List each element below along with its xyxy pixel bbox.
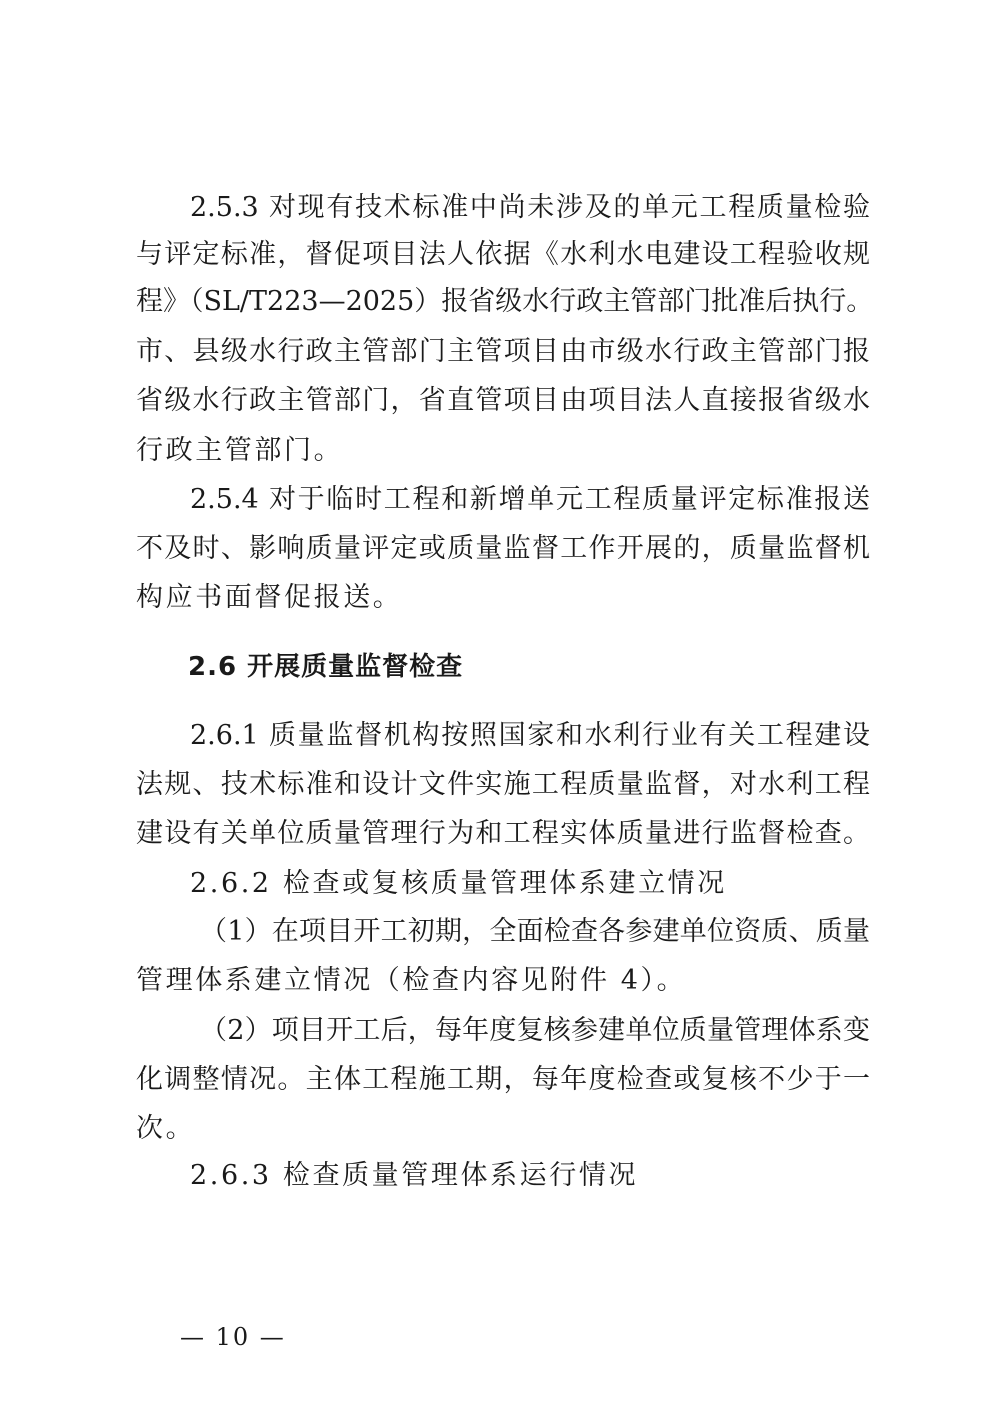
paragraph-2-5-3-line-5: 省级水行政主管部门，省直管项目由项目法人直接报省级水 <box>136 385 870 416</box>
paragraph-2-5-3-line-4: 市、县级水行政主管部门主管项目由市级水行政主管部门报 <box>136 336 870 367</box>
paragraph-2-5-4-line-3: 构应书面督促报送。 <box>136 582 403 613</box>
paragraph-2-5-3-line-3: 程》（SL/T223—2025）报省级水行政主管部门批准后执行。 <box>136 286 874 317</box>
paragraph-2-5-4-line-1: 2.5.4 对于临时工程和新增单元工程质量评定标准报送 <box>190 484 870 515</box>
paragraph-2-5-3-line-1: 2.5.3 对现有技术标准中尚未涉及的单元工程质量检验 <box>190 192 870 223</box>
list-item-1-line-2: 管理体系建立情况（检查内容见附件 4）。 <box>136 965 687 996</box>
page-number: — 10 — <box>180 1323 286 1351</box>
section-heading-2-6: 2.6 开展质量监督检查 <box>188 652 464 682</box>
list-item-2-line-1: （2）项目开工后，每年度复核参建单位质量管理体系变 <box>200 1015 870 1046</box>
paragraph-2-6-3: 2.6.3 检查质量管理体系运行情况 <box>190 1160 639 1191</box>
list-item-2-line-2: 化调整情况。主体工程施工期，每年度检查或复核不少于一 <box>136 1064 870 1095</box>
list-item-1-line-1: （1）在项目开工初期，全面检查各参建单位资质、质量 <box>200 916 870 947</box>
list-item-2-line-3: 次。 <box>136 1113 196 1144</box>
paragraph-2-5-4-line-2: 不及时、影响质量评定或质量监督工作开展的，质量监督机 <box>136 533 870 564</box>
paragraph-2-5-3-line-6: 行政主管部门。 <box>136 435 344 466</box>
paragraph-2-6-1-line-3: 建设有关单位质量管理行为和工程实体质量进行监督检查。 <box>136 818 870 849</box>
paragraph-2-6-1-line-1: 2.6.1 质量监督机构按照国家和水利行业有关工程建设 <box>190 720 870 751</box>
paragraph-2-6-1-line-2: 法规、技术标准和设计文件实施工程质量监督，对水利工程 <box>136 769 870 800</box>
paragraph-2-6-2: 2.6.2 检查或复核质量管理体系建立情况 <box>190 868 727 899</box>
paragraph-2-5-3-line-2: 与评定标准，督促项目法人依据《水利水电建设工程验收规 <box>136 239 870 270</box>
